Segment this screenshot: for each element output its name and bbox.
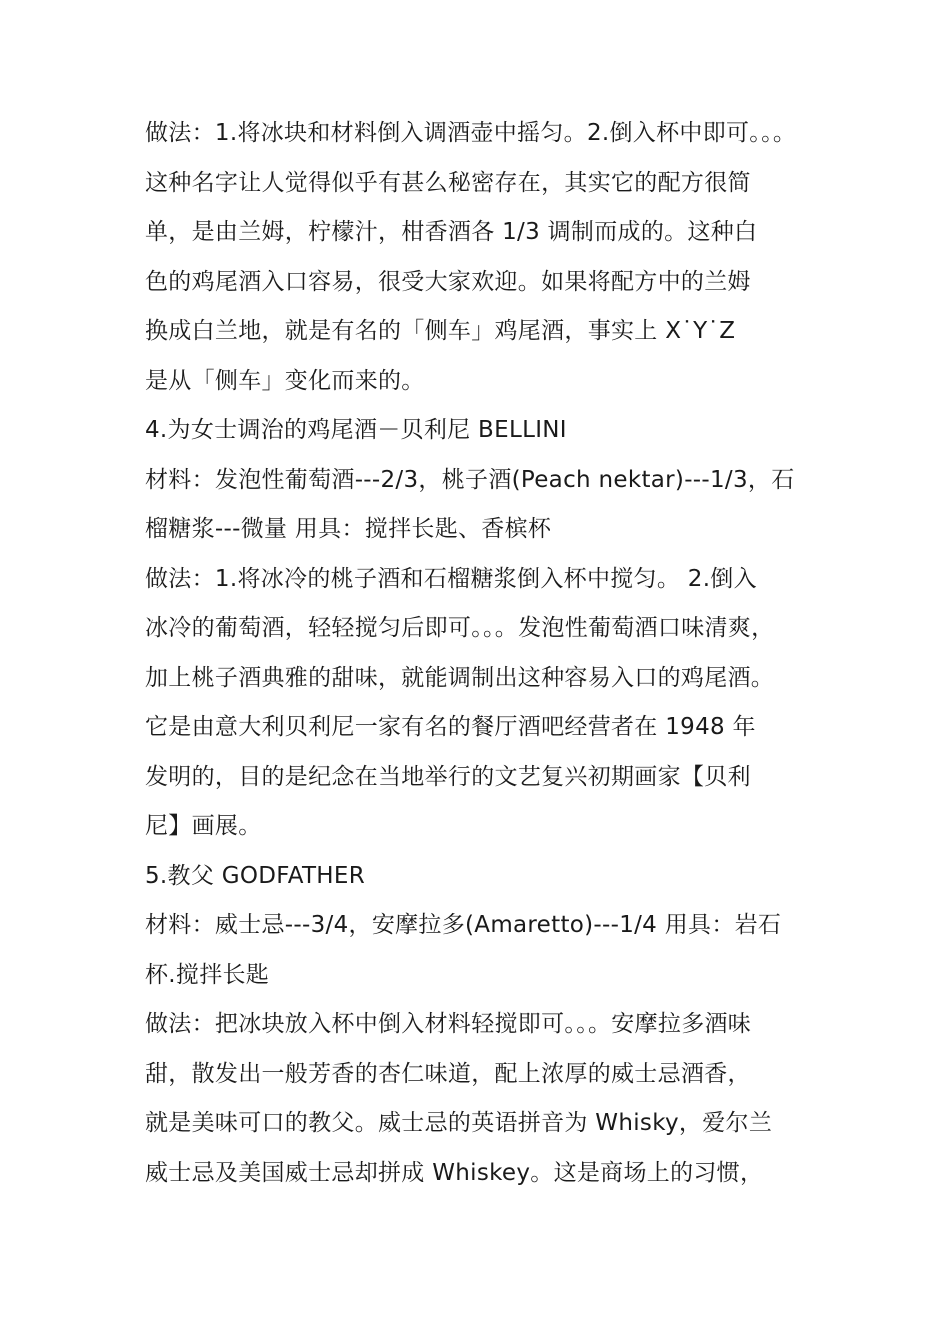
- text-line: 做法：1.将冰冷的桃子酒和石榴糖浆倒入杯中搅匀。 2.倒入: [145, 565, 757, 592]
- text-line: 冰冷的葡萄酒，轻轻搅匀后即可。。。发泡性葡萄酒口味清爽，: [145, 615, 775, 641]
- text-line: 材料：威士忌---3/4，安摩拉多(Amaretto)---1/4 用具：岩石: [145, 912, 782, 938]
- text-line: 换成白兰地，就是有名的「侧车」鸡尾酒，事实上 X˙Y˙Z: [145, 318, 736, 344]
- document-body: [145, 109, 815, 1198]
- text-line: 就是美味可口的教父。威士忌的英语拼音为 Whisky，爱尔兰: [145, 1110, 773, 1136]
- text-line: 这种名字让人觉得似乎有甚么秘密存在，其实它的配方很简: [145, 169, 751, 196]
- section-heading: 5.教父 GODFATHER: [145, 862, 366, 889]
- text-line: 甜，散发出一般芳香的杏仁味道，配上浓厚的威士忌酒香，: [145, 1060, 751, 1087]
- text-line: 做法：把冰块放入杯中倒入材料轻搅即可。。。安摩拉多酒味: [145, 1011, 752, 1037]
- text-line: 杯.搅拌长匙: [145, 961, 270, 988]
- text-line: 加上桃子酒典雅的甜味，就能调制出这种容易入口的鸡尾酒。: [145, 664, 775, 691]
- text-line: 做法：1.将冰块和材料倒入调酒壶中摇匀。2.倒入杯中即可。。。: [145, 120, 797, 146]
- text-line: 色的鸡尾酒入口容易，很受大家欢迎。如果将配方中的兰姆: [145, 268, 751, 295]
- text-line: 发明的，目的是纪念在当地举行的文艺复兴初期画家【贝利: [145, 763, 751, 790]
- text-line: 尼】画展。: [145, 813, 262, 839]
- text-line: 单，是由兰姆，柠檬汁，柑香酒各 1/3 调制而成的。这种白: [145, 219, 758, 245]
- text-line: 榴糖浆---微量 用具：搅拌长匙、香槟杯: [145, 516, 552, 542]
- text-line: 它是由意大利贝利尼一家有名的餐厅酒吧经营者在 1948 年: [145, 714, 756, 740]
- text-line: 威士忌及美国威士忌却拼成 Whiskey。这是商场上的习惯，: [145, 1159, 764, 1186]
- text-line: 是从「侧车」变化而来的。: [145, 367, 425, 394]
- text-line: 材料：发泡性葡萄酒---2/3，桃子酒(Peach nektar)---1/3，石: [145, 466, 795, 493]
- section-heading: 4.为女士调治的鸡尾酒－贝利尼 BELLINI: [145, 417, 567, 443]
